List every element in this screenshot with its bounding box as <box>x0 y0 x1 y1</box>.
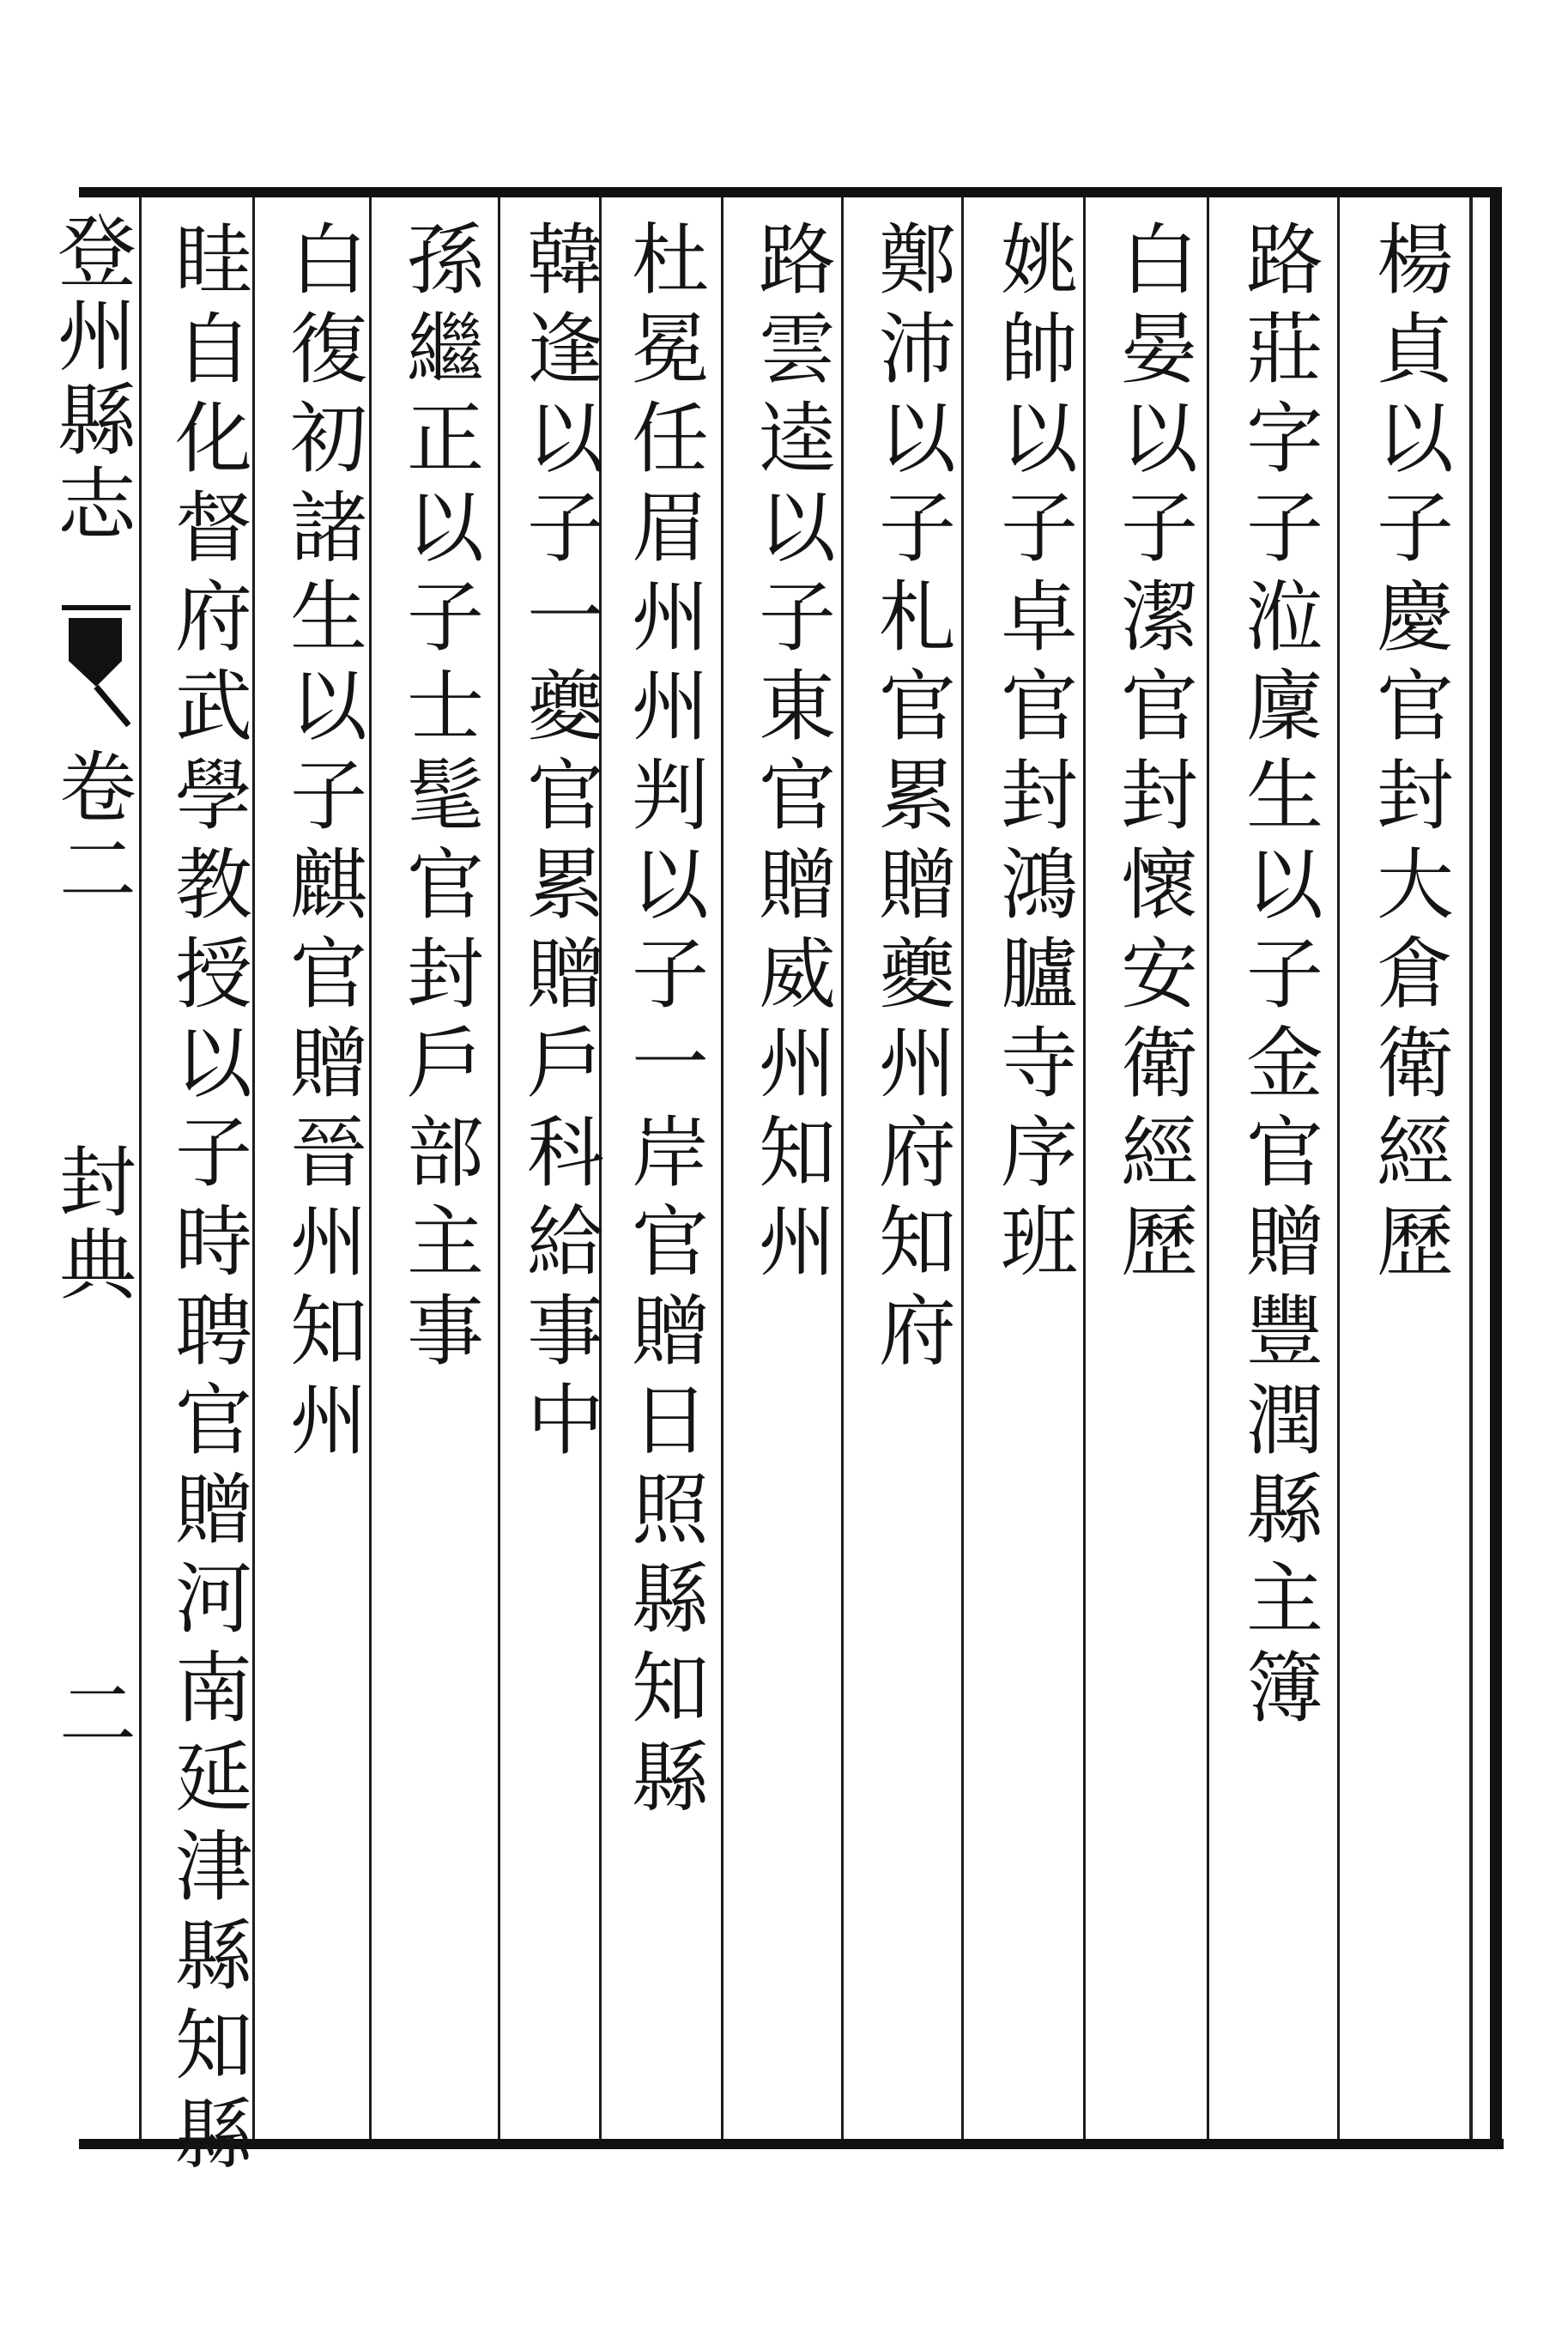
frame-top-border <box>79 187 1502 197</box>
column-rule <box>1083 197 1086 2139</box>
book-title: 登州縣志 <box>45 210 136 547</box>
column-rule <box>961 197 964 2139</box>
text-column <box>980 219 1083 2107</box>
text-column <box>269 219 372 2107</box>
text-column <box>506 219 609 2107</box>
text-column <box>154 219 257 2183</box>
page-number: 二 <box>45 1674 136 1751</box>
frame-bottom-border <box>79 2139 1504 2149</box>
column-text: 白復初諸生以子麒官贈晉州知州 <box>276 219 366 1469</box>
column-text: 白晏以子潔官封懷安衛經歷 <box>1107 219 1197 1290</box>
column-text: 韓逢以子一夔官累贈戶科給事中 <box>513 219 603 1469</box>
text-column <box>1356 219 1459 2107</box>
frame-right-inner-line <box>1469 197 1473 2139</box>
text-column <box>1226 219 1329 2107</box>
column-text: 眭自化督府武學教授以子時聘官贈河南延津縣知縣 <box>161 219 251 2183</box>
column-text: 路雲逵以子東官贈威州知州 <box>745 219 835 1290</box>
text-column <box>738 219 841 2107</box>
column-text: 楊貞以子慶官封大倉衛經歷 <box>1363 219 1453 1290</box>
column-rule <box>1207 197 1209 2139</box>
column-rule <box>139 197 142 2139</box>
frame-right-border <box>1490 187 1502 2149</box>
column-text: 鄭沛以子札官累贈夔州府知府 <box>865 219 955 1379</box>
column-text: 路莊字子涖廩生以子金官贈豐潤縣主簿 <box>1232 219 1323 1736</box>
column-text: 姚帥以子卓官封鴻臚寺序班 <box>987 219 1077 1290</box>
text-column <box>858 219 961 2107</box>
column-rule <box>841 197 844 2139</box>
volume-label: 卷二 <box>45 747 136 912</box>
text-column <box>386 219 489 2107</box>
section-label: 封典 <box>45 1142 136 1306</box>
column-text: 杜冕任眉州州判以子一岸官贈日照縣知縣 <box>618 219 708 1826</box>
column-rule <box>721 197 723 2139</box>
page-margin-strip <box>43 197 137 2139</box>
text-column <box>1100 219 1203 2107</box>
column-text: 孫繼正以子士髦官封戶部主事 <box>393 219 483 1379</box>
text-column <box>611 219 714 2107</box>
fish-tail-mark-icon <box>62 601 130 730</box>
column-rule <box>498 197 500 2139</box>
column-rule <box>1337 197 1340 2139</box>
